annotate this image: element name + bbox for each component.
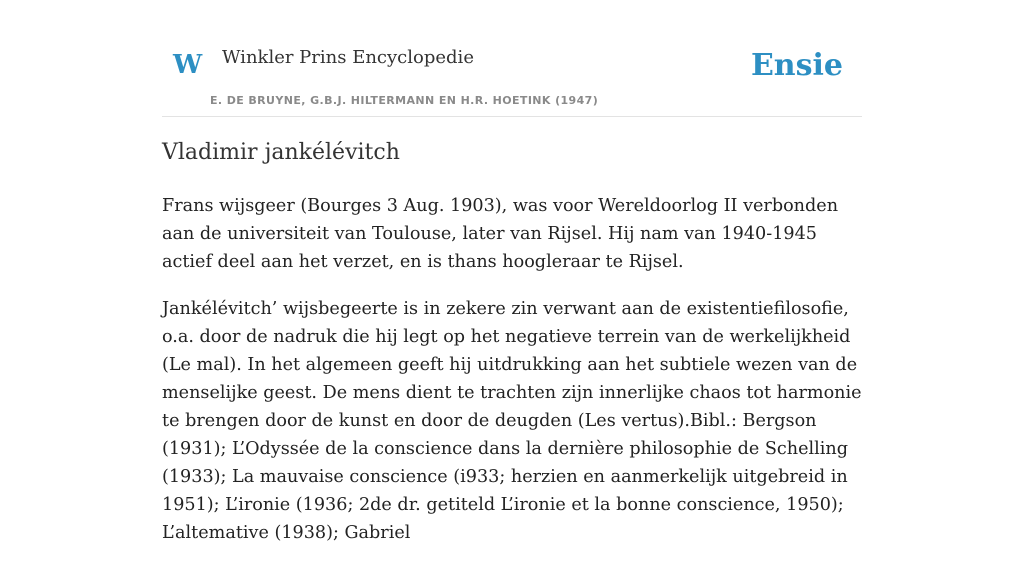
article-paragraph: Frans wijsgeer (Bourges 3 Aug. 1903), was voor Wereldoorlog II verbonden aan de universiteit van Toulouse, later van Rijsel. Hij nam van 1940-1945 actief deel aan het verzet, en is thans hoogleraar te Rijsel. bbox=[162, 196, 839, 272]
publication-title[interactable]: Winkler Prins Encyclopedie bbox=[222, 47, 474, 68]
article-title: Vladimir jankélévitch bbox=[162, 140, 400, 165]
header bbox=[162, 0, 862, 117]
ensie-logo-link[interactable]: Ensie bbox=[750, 48, 843, 83]
winkler-prins-logo[interactable]: W bbox=[173, 50, 203, 80]
publication-authors: E. DE BRUYNE, G.B.J. HILTERMANN EN H.R. HOETINK (1947) bbox=[210, 94, 599, 107]
article-body bbox=[162, 192, 862, 566]
article-paragraph: Jankélévitch’ wijsbegeerte is in zekere zin verwant aan de existentiefilosofie, o.a. door de nadruk die hij legt op het negatieve terrein van de werkelijkheid (Le mal). In het algemeen geeft hij uitdrukking aan het subtiele wezen van de menselijke geest. De mens dient te trachten zijn innerlijke chaos tot harmonie te brengen door de kunst en door de deugden (Les vertus).Bibl.: Bergson (1931); L’Odyssée de la conscience dans la dernière philosophie de Schelling (1933); La mauvaise conscience (i933; herzien en aanmerkelijk uitgebreid in 1951); L’ironie (1936; 2de dr. getiteld L’ironie et la bonne conscience, 1950); L’altemative (1938); Gabriel bbox=[162, 299, 862, 543]
